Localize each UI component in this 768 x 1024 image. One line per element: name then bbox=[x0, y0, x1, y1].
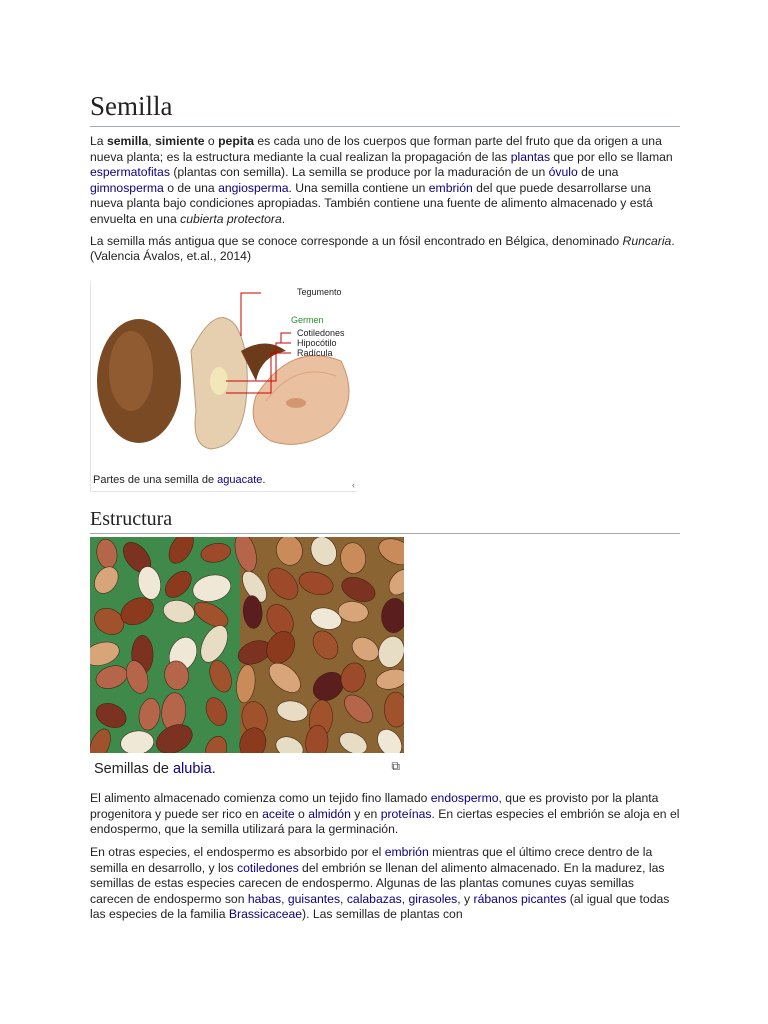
text: En otras especies, el endospermo es absorbido por el bbox=[90, 845, 385, 859]
label-tegumento: Tegumento bbox=[297, 287, 342, 297]
text: , bbox=[281, 891, 288, 906]
link-aguacate[interactable]: aguacate bbox=[217, 474, 263, 486]
text: El alimento almacenado comienza como un tejido fino llamado bbox=[90, 791, 431, 805]
text: , bbox=[401, 891, 409, 906]
text: mientras que el último crece dentro de la semilla en desarrollo, y los bbox=[90, 845, 653, 875]
article bbox=[90, 88, 680, 922]
text: , y bbox=[457, 891, 474, 906]
link-girasoles[interactable]: girasoles bbox=[408, 891, 458, 906]
text: , bbox=[340, 891, 347, 906]
text: . bbox=[211, 761, 216, 777]
link-brassicaceae[interactable]: Brassicaceae bbox=[228, 907, 303, 922]
link-almidon[interactable]: almidón bbox=[308, 806, 351, 821]
link-proteinas[interactable]: proteínas bbox=[380, 806, 432, 821]
text: . En ciertas especies el embrión se aloja en el endospermo, que la semilla utilizará para la germinación. bbox=[90, 806, 680, 837]
cut-center bbox=[286, 398, 306, 408]
label-radicula: Radícula bbox=[297, 348, 333, 358]
text: , que es provisto por la planta progenitora y puede ser rico en bbox=[90, 791, 659, 821]
seed-shading bbox=[109, 331, 153, 411]
text: o bbox=[294, 806, 309, 821]
text: . Una semilla contiene un bbox=[288, 180, 429, 195]
link-rabanos-picantes[interactable]: rábanos picantes bbox=[473, 891, 567, 906]
text: de una bbox=[577, 165, 619, 180]
link-endospermo[interactable]: endospermo bbox=[430, 791, 499, 805]
other-species-paragraph bbox=[90, 845, 680, 923]
link-cotiledones[interactable]: cotiledones bbox=[237, 860, 299, 875]
section-estructura bbox=[90, 506, 680, 534]
text: es cada uno de los cuerpos que forman parte del fruto que da origen a una nueva planta; es la estructura mediante la cual realizan la propagación de las bbox=[90, 134, 662, 164]
italic-term: Runcaria bbox=[622, 233, 672, 248]
text: y en bbox=[350, 806, 381, 821]
text: La bbox=[90, 134, 107, 148]
link-calabazas[interactable]: calabazas bbox=[346, 891, 402, 906]
text: La semilla más antigua que se conoce corresponde a un fósil encontrado en Bélgica, denominado bbox=[90, 233, 623, 248]
link-aceite[interactable]: aceite bbox=[262, 806, 295, 821]
link-guisantes[interactable]: guisantes bbox=[287, 891, 341, 906]
text: Partes de una semilla de bbox=[93, 474, 218, 486]
label-germen: Germen bbox=[291, 315, 324, 325]
intro-paragraph bbox=[90, 134, 680, 228]
text: . bbox=[281, 211, 286, 226]
leader-tegumento bbox=[241, 293, 261, 336]
figure1-caption bbox=[93, 474, 265, 486]
link-espermatofitas[interactable]: espermatofitas bbox=[90, 165, 170, 180]
beans-figure bbox=[90, 537, 404, 783]
beans-photo bbox=[90, 537, 404, 753]
link-habas[interactable]: habas bbox=[247, 891, 282, 906]
endosperm-paragraph bbox=[90, 791, 680, 838]
leader-cotiledones bbox=[281, 333, 291, 343]
label-cotiledones: Cotiledones bbox=[297, 328, 345, 338]
text: (plantas con semilla). La semilla se produce por la maduración de un bbox=[169, 165, 549, 180]
text: del que puede desarrollarse una nueva planta bajo condiciones apropiadas. También contiene una fuente de alimento almacenado y está envuelta en una bbox=[90, 180, 653, 226]
text: (al igual que todas las especies de la familia bbox=[90, 891, 670, 922]
avocado-seed-figure bbox=[90, 281, 357, 492]
text: Semillas de bbox=[94, 761, 173, 777]
label-hipocotilo: Hipocótilo bbox=[297, 338, 337, 348]
link-gimnosperma[interactable]: gimnosperma bbox=[90, 180, 164, 195]
text: o bbox=[204, 134, 219, 148]
link-embrion[interactable]: embrión bbox=[428, 180, 473, 195]
link-angiosperma[interactable]: angiosperma bbox=[218, 180, 289, 195]
figure2-caption bbox=[94, 761, 216, 777]
italic-term: cubierta protectora bbox=[180, 211, 282, 226]
oldest-seed-paragraph bbox=[90, 234, 680, 265]
link-embrion[interactable]: embrión bbox=[384, 845, 429, 859]
bold-term: simiente bbox=[155, 134, 205, 148]
text: del embrión se llenan del alimento almacenado. En la madurez, las semillas de estas especies carecen de endospermo. Algunas de las plantas comunes cuyas semillas carecen de endospermo son bbox=[90, 860, 665, 906]
enlarge-icon[interactable]: ‹ bbox=[352, 480, 355, 490]
text: , bbox=[148, 134, 156, 148]
text: que por ello se llaman bbox=[550, 149, 673, 164]
text: . (Valencia Ávalos, et.al., 2014) bbox=[90, 233, 675, 264]
bold-term: pepita bbox=[218, 134, 254, 148]
link-plantas[interactable]: plantas bbox=[510, 149, 551, 164]
section-heading: Estructura bbox=[90, 506, 680, 534]
avocado-seed-diagram bbox=[91, 281, 357, 471]
link-ovulo[interactable]: óvulo bbox=[548, 165, 578, 180]
germen-shape bbox=[210, 367, 228, 395]
page-title: Semilla bbox=[90, 88, 680, 127]
text: o de una bbox=[163, 180, 219, 195]
text: ). Las semillas de plantas con bbox=[302, 907, 463, 922]
magnify-icon[interactable]: ⧉ bbox=[391, 759, 400, 773]
text: . bbox=[262, 474, 266, 486]
bold-term: semilla bbox=[106, 134, 149, 148]
link-alubia[interactable]: alubia bbox=[172, 761, 212, 777]
